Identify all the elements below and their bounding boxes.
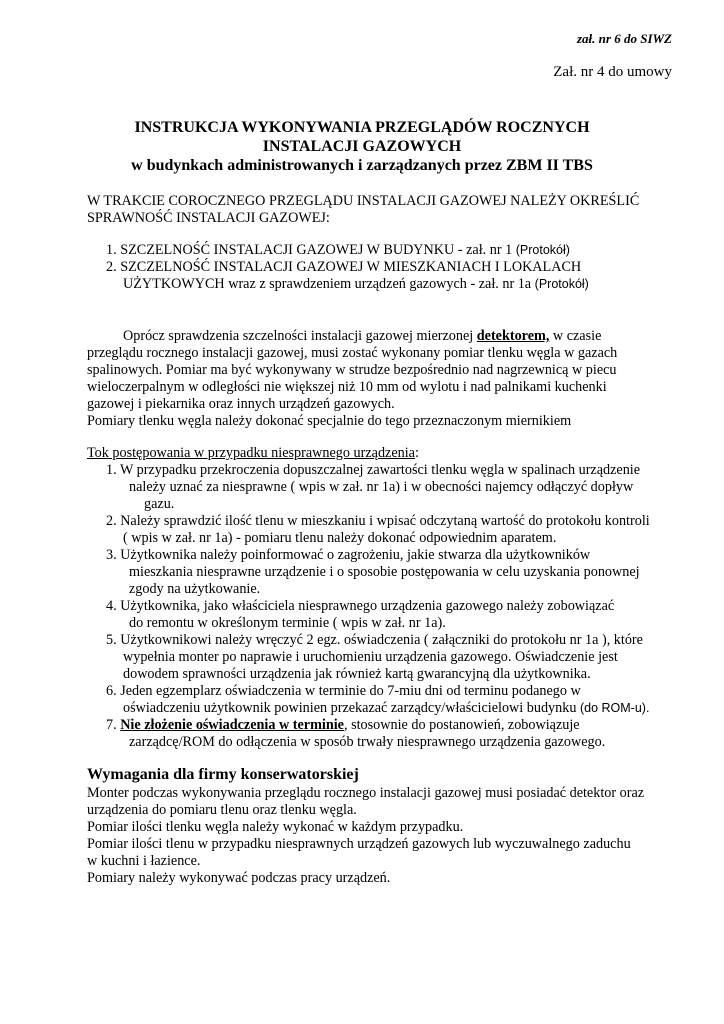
procedure-step-1 [106, 462, 640, 479]
check-item-1-note: (Protokół) [515, 243, 570, 257]
paragraph-line5: gazowej i piekarnika oraz innych urządzeń gazowych. [87, 396, 395, 412]
procedure-step-6-line2-text: oświadczeniu użytkownik powinien przekazać zarządcy/właścicielowi budynku [123, 700, 577, 716]
requirements-line1: Monter podczas wykonywania przeglądu rocznego instalacji gazowej musi posiadać detektor oraz [87, 785, 645, 801]
check-item-1-number: 1. [106, 242, 117, 258]
procedure-step-5-line2: wypełnia monter po naprawie i uruchomieniu urządzenia gazowego. Oświadczenie jest [123, 649, 618, 665]
procedure-heading-text: Tok postępowania w przypadku niesprawnego urządzenia [87, 445, 415, 461]
check-item-2-number: 2. [106, 259, 117, 275]
procedure-step-6-line1: Jeden egzemplarz oświadczenia w terminie do 7-miu dni od terminu podanego w [120, 683, 581, 699]
intro-line1: W TRAKCIE COROCZNEGO PRZEGLĄDU INSTALACJI GAZOWEJ NALEŻY OKREŚLIĆ [87, 193, 640, 209]
paragraph-line2: przeglądu rocznego instalacji gazowej, musi zostać wykonany pomiar tlenku węgla w gazach [87, 345, 618, 361]
procedure-heading-colon: : [414, 445, 419, 461]
procedure-step-6-note: (do ROM-u). [579, 701, 650, 715]
detector-keyword: detektorem, [476, 328, 550, 344]
paragraph-line1-text: Oprócz sprawdzenia szczelności instalacji gazowej mierzonej [123, 328, 474, 344]
procedure-step-6-line2 [123, 700, 649, 717]
procedure-step-2-line1: Należy sprawdzić ilość tlenu w mieszkaniu i wpisać odczytaną wartość do protokołu kontroli [120, 513, 650, 529]
requirements-heading: Wymagania dla firmy konserwatorskiej [87, 766, 359, 783]
procedure-step-4-line1: Użytkownika, jako właściciela niesprawnego urządzenia gazowego należy zobowiązać [120, 598, 615, 614]
procedure-step-3-number: 3. [106, 547, 117, 563]
check-item-1 [106, 242, 570, 259]
intro-line2: SPRAWNOŚĆ INSTALACJI GAZOWEJ: [87, 210, 330, 226]
procedure-step-2-number: 2. [106, 513, 117, 529]
procedure-step-3-line2: mieszkania niesprawne urządzenie i o sposobie postępowania w celu uzyskania ponownej [129, 564, 640, 580]
procedure-heading [87, 445, 419, 462]
procedure-step-6-number: 6. [106, 683, 117, 699]
check-item-2-line2 [123, 276, 589, 293]
paragraph-line1-end: w czasie [552, 328, 602, 344]
procedure-step-4 [106, 598, 614, 615]
procedure-step-1-number: 1. [106, 462, 117, 478]
procedure-step-7-emphasis: Nie złożenie oświadczenia w terminie [120, 717, 344, 733]
contract-attachment-note: Zał. nr 4 do umowy [553, 64, 672, 80]
requirements-line4: Pomiar ilości tlenu w przypadku niesprawnych urządzeń gazowych lub wyczuwalnego zaduchu [87, 836, 631, 852]
procedure-step-3 [106, 547, 590, 564]
paragraph-line1 [123, 328, 601, 345]
procedure-step-5-line1: Użytkownikowi należy wręczyć 2 egz. oświadczenia ( załączniki do protokołu nr 1a ), które [120, 632, 643, 648]
procedure-step-1-line2: należy uznać za niesprawne ( wpis w zał. nr 1a) i w obecności najemcy odłączyć dopływ [129, 479, 634, 495]
paragraph-line3: spalinowych. Pomiar ma być wykonywany w strudze bezpośrednio nad nagrzewnicą w piecu [87, 362, 617, 378]
procedure-step-5 [106, 632, 643, 649]
document-title-line1: INSTRUKCJA WYKONYWANIA PRZEGLĄDÓW ROCZNYCH [134, 119, 590, 136]
requirements-line2: urządzenia do pomiaru tlenu oraz tlenku węgla. [87, 802, 357, 818]
check-item-2-note: (Protokół) [534, 277, 589, 291]
procedure-step-7-line2: zarządcę/ROM do odłączenia w sposób trwały niesprawnego urządzenia gazowego. [129, 734, 606, 750]
requirements-line6: Pomiary należy wykonywać podczas pracy urządzeń. [87, 870, 391, 886]
procedure-step-4-number: 4. [106, 598, 117, 614]
check-item-2-text-line2: UŻYTKOWYCH wraz z sprawdzeniem urządzeń gazowych - zał. nr 1a [123, 276, 532, 292]
procedure-step-5-line3: dowodem sprawności urządzenia jak również kartą gwarancyjną dla użytkownika. [123, 666, 591, 682]
paragraph-line4: wieloczerpalnym w odległości nie większej niż 10 mm od wylotu i nad palnikami kuchenki [87, 379, 607, 395]
document-title-line2: INSTALACJI GAZOWYCH [262, 138, 462, 155]
procedure-step-5-number: 5. [106, 632, 117, 648]
document-title-line3: w budynkach administrowanych i zarządzanych przez ZBM II TBS [131, 157, 593, 174]
check-item-2-text-line1: SZCZELNOŚĆ INSTALACJI GAZOWEJ W MIESZKANIACH I LOKALACH [120, 259, 582, 275]
check-item-1-text: SZCZELNOŚĆ INSTALACJI GAZOWEJ W BUDYNKU - zał. nr 1 [120, 242, 513, 258]
siwz-attachment-note: zał. nr 6 do SIWZ [577, 31, 672, 46]
procedure-step-3-line1: Użytkownika należy poinformować o zagrożeniu, jakie stwarza dla użytkowników [120, 547, 591, 563]
procedure-step-3-line3: zgody na użytkowanie. [129, 581, 261, 597]
procedure-step-7-number: 7. [106, 717, 117, 733]
requirements-line5: w kuchni i łazience. [87, 853, 201, 869]
procedure-step-7 [106, 717, 580, 734]
requirements-line3: Pomiar ilości tlenku węgla należy wykonać w każdym przypadku. [87, 819, 464, 835]
procedure-step-1-line1: W przypadku przekroczenia dopuszczalnej zawartości tlenku węgla w spalinach urządzenie [119, 462, 641, 478]
procedure-step-4-line2: do remontu w określonym terminie ( wpis w zał. nr 1a). [129, 615, 446, 631]
procedure-step-2 [106, 513, 650, 530]
paragraph-line6: Pomiary tlenku węgla należy dokonać specjalnie do tego przeznaczonym miernikiem [87, 413, 572, 429]
procedure-step-1-line3: gazu. [144, 496, 175, 512]
procedure-step-7-line1: , stosownie do postanowień, zobowiązuje [343, 717, 580, 733]
procedure-step-6 [106, 683, 581, 700]
check-item-2 [106, 259, 581, 276]
procedure-step-2-line2: ( wpis w zał. nr 1a) - pomiaru tlenu należy dokonać odpowiednim aparatem. [123, 530, 557, 546]
